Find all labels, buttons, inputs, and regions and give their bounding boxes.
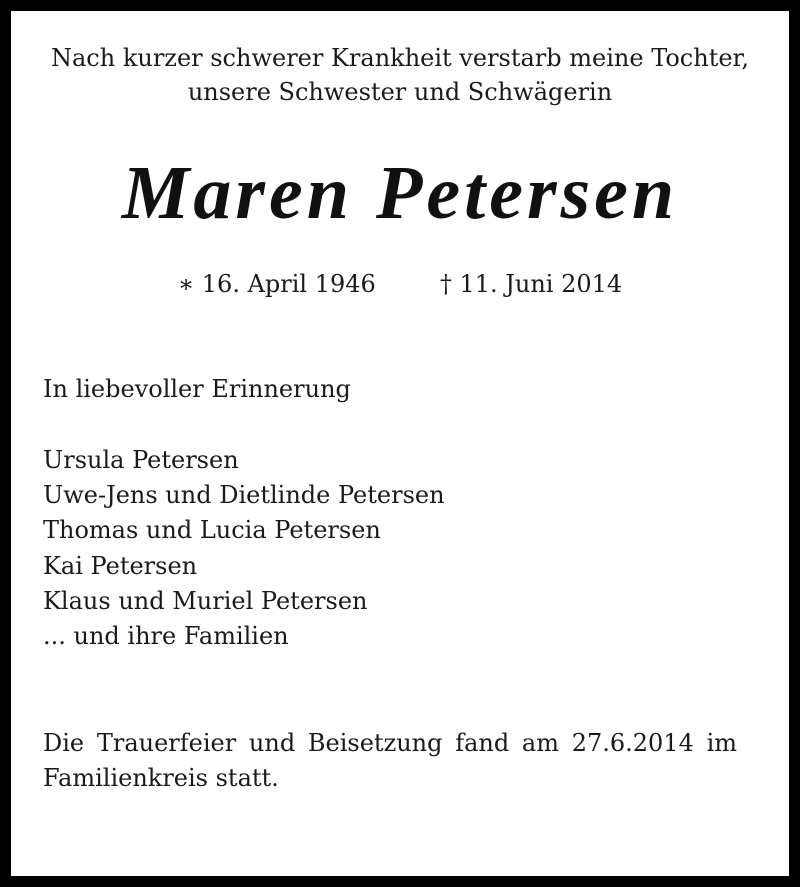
mourner-name: Kai Petersen [43,551,198,580]
mourner-list [43,443,445,654]
intro-line: unsere Schwester und Schwägerin [187,78,613,106]
birth-date: ∗ 16. April 1946 [177,270,376,298]
mourner-name: Thomas und Lucia Petersen [43,516,381,545]
mourner-name: Ursula Petersen [43,446,239,474]
obituary-notice [11,11,789,876]
deceased-name: Maren Petersen [121,151,679,235]
intro-text [11,41,789,109]
death-date: † 11. Juni 2014 [439,270,623,298]
memory-line: In liebevoller Erinnerung [43,375,351,403]
life-dates [11,267,789,301]
mourner-name: ... und ihre Familien [43,622,289,651]
mourner-name: Uwe-Jens und Dietlinde Petersen [43,481,445,510]
funeral-notice: Die Trauerfeier und Beisetzung fand am 27.6.2014 im Familienkreis statt. [43,729,737,792]
intro-line: Nach kurzer schwerer Krankheit verstarb meine Tochter, [50,44,749,72]
mourner-name: Klaus und Muriel Petersen [43,586,368,615]
